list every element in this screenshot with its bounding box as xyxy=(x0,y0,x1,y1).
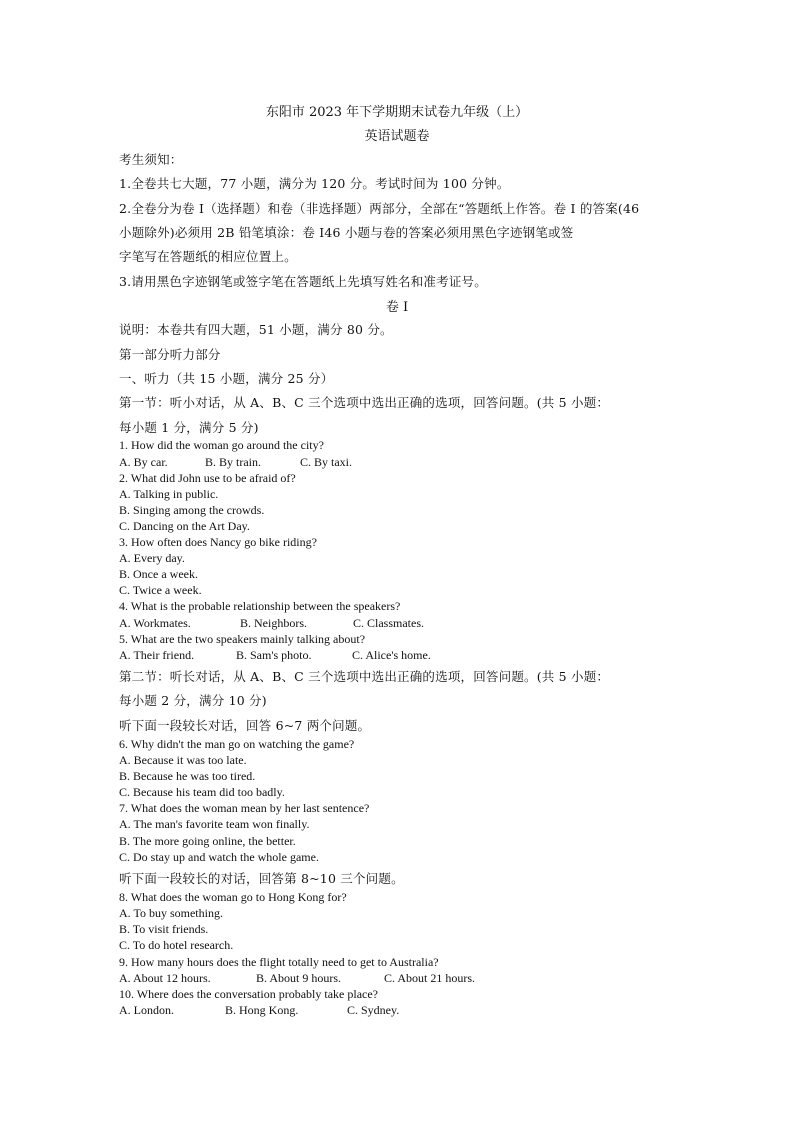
notice-line-2a: 2.全卷分为卷 I（选择题）和卷（非选择题）两部分，全部在“答题纸上作答。卷 I 的答案(46 xyxy=(119,201,640,216)
question-10: 10. Where does the conversation probably take place? xyxy=(119,987,379,1001)
q6-option-b: B. Because he was too tired. xyxy=(119,769,256,783)
section2-instruction-b: 每小题 2 分，满分 10 分) xyxy=(119,693,267,708)
section2-instruction-a: 第二节：听长对话，从 A、B、C 三个选项中选出正确的选项，回答问题。(共 5 小题： xyxy=(119,669,610,684)
q4-option-b: B. Neighbors. xyxy=(240,616,307,630)
q7-option-c: C. Do stay up and watch the whole game. xyxy=(119,850,319,864)
q9-option-b: B. About 9 hours. xyxy=(256,971,342,985)
listening-section-title: 一、听力（共 15 小题，满分 25 分） xyxy=(119,371,334,386)
notice-line-1: 1.全卷共七大题，77 小题，满分为 120 分。考试时间为 100 分钟。 xyxy=(119,176,510,191)
q5-option-b: B. Sam's photo. xyxy=(236,648,312,662)
question-8: 8. What does the woman go to Hong Kong for? xyxy=(119,890,347,904)
section1-instruction-b: 每小题 1 分，满分 5 分) xyxy=(119,420,259,435)
q8-option-c: C. To do hotel research. xyxy=(119,938,234,952)
q7-option-b: B. The more going online, the better. xyxy=(119,834,296,848)
question-9: 9. How many hours does the flight totally need to get to Australia? xyxy=(119,955,439,969)
question-4: 4. What is the probable relationship between the speakers? xyxy=(119,599,401,613)
q6-option-c: C. Because his team did too badly. xyxy=(119,785,285,799)
notice-line-3: 3.请用黑色字迹钢笔或签字笔在答题纸上先填写姓名和准考证号。 xyxy=(119,274,487,289)
q10-option-b: B. Hong Kong. xyxy=(225,1003,299,1017)
q9-option-a: A. About 12 hours. xyxy=(119,971,211,985)
volume-desc: 说明：本卷共有四大题，51 小题，满分 80 分。 xyxy=(119,322,393,337)
q9-option-c: C. About 21 hours. xyxy=(384,971,476,985)
notice-line-2b: 小题除外)必须用 2B 铅笔填涂：卷 I46 小题与卷的答案必须用黑色字迹钢笔或签 xyxy=(119,225,574,240)
notice-line-2c: 字笔写在答题纸的相应位置上。 xyxy=(119,249,297,264)
q3-option-c: C. Twice a week. xyxy=(119,583,202,597)
section2-dialogue-2-instruction: 听下面一段较长的对话，回答第 8~10 三个问题。 xyxy=(119,871,404,886)
q8-option-b: B. To visit friends. xyxy=(119,922,209,936)
q2-option-b: B. Singing among the crowds. xyxy=(119,503,265,517)
q3-option-a: A. Every day. xyxy=(119,551,185,565)
q10-option-a: A. London. xyxy=(119,1003,174,1017)
question-1: 1. How did the woman go around the city? xyxy=(119,438,324,452)
section2-dialogue-1-instruction: 听下面一段较长对话，回答 6~7 两个问题。 xyxy=(119,718,371,733)
q10-option-c: C. Sydney. xyxy=(347,1003,400,1017)
question-5: 5. What are the two speakers mainly talking about? xyxy=(119,632,366,646)
q1-option-a: A. By car. xyxy=(119,455,168,469)
section1-instruction-a: 第一节：听小对话，从 A、B、C 三个选项中选出正确的选项，回答问题。(共 5 小题： xyxy=(119,395,610,410)
q4-option-a: A. Workmates. xyxy=(119,616,191,630)
volume-title: 卷 I xyxy=(385,300,409,315)
q1-option-c: C. By taxi. xyxy=(300,455,353,469)
q7-option-a: A. The man's favorite team won finally. xyxy=(119,817,310,831)
q2-option-c: C. Dancing on the Art Day. xyxy=(119,519,250,533)
q8-option-a: A. To buy something. xyxy=(119,906,223,920)
notice-heading: 考生须知： xyxy=(119,152,183,167)
question-2: 2. What did John use to be afraid of? xyxy=(119,471,296,485)
q4-option-c: C. Classmates. xyxy=(353,616,424,630)
question-3: 3. How often does Nancy go bike riding? xyxy=(119,535,317,549)
question-7: 7. What does the woman mean by her last sentence? xyxy=(119,801,370,815)
exam-subtitle: 英语试题卷 xyxy=(364,129,430,144)
q2-option-a: A. Talking in public. xyxy=(119,487,219,501)
q5-option-a: A. Their friend. xyxy=(119,648,195,662)
exam-title: 东阳市 2023 年下学期期末试卷九年级（上） xyxy=(265,105,529,120)
q1-option-b: B. By train. xyxy=(205,455,261,469)
question-6: 6. Why didn't the man go on watching the game? xyxy=(119,737,355,751)
q6-option-a: A. Because it was too late. xyxy=(119,753,247,767)
q3-option-b: B. Once a week. xyxy=(119,567,198,581)
q5-option-c: C. Alice's home. xyxy=(352,648,431,662)
part1-title: 第一部分听力部分 xyxy=(119,347,221,362)
